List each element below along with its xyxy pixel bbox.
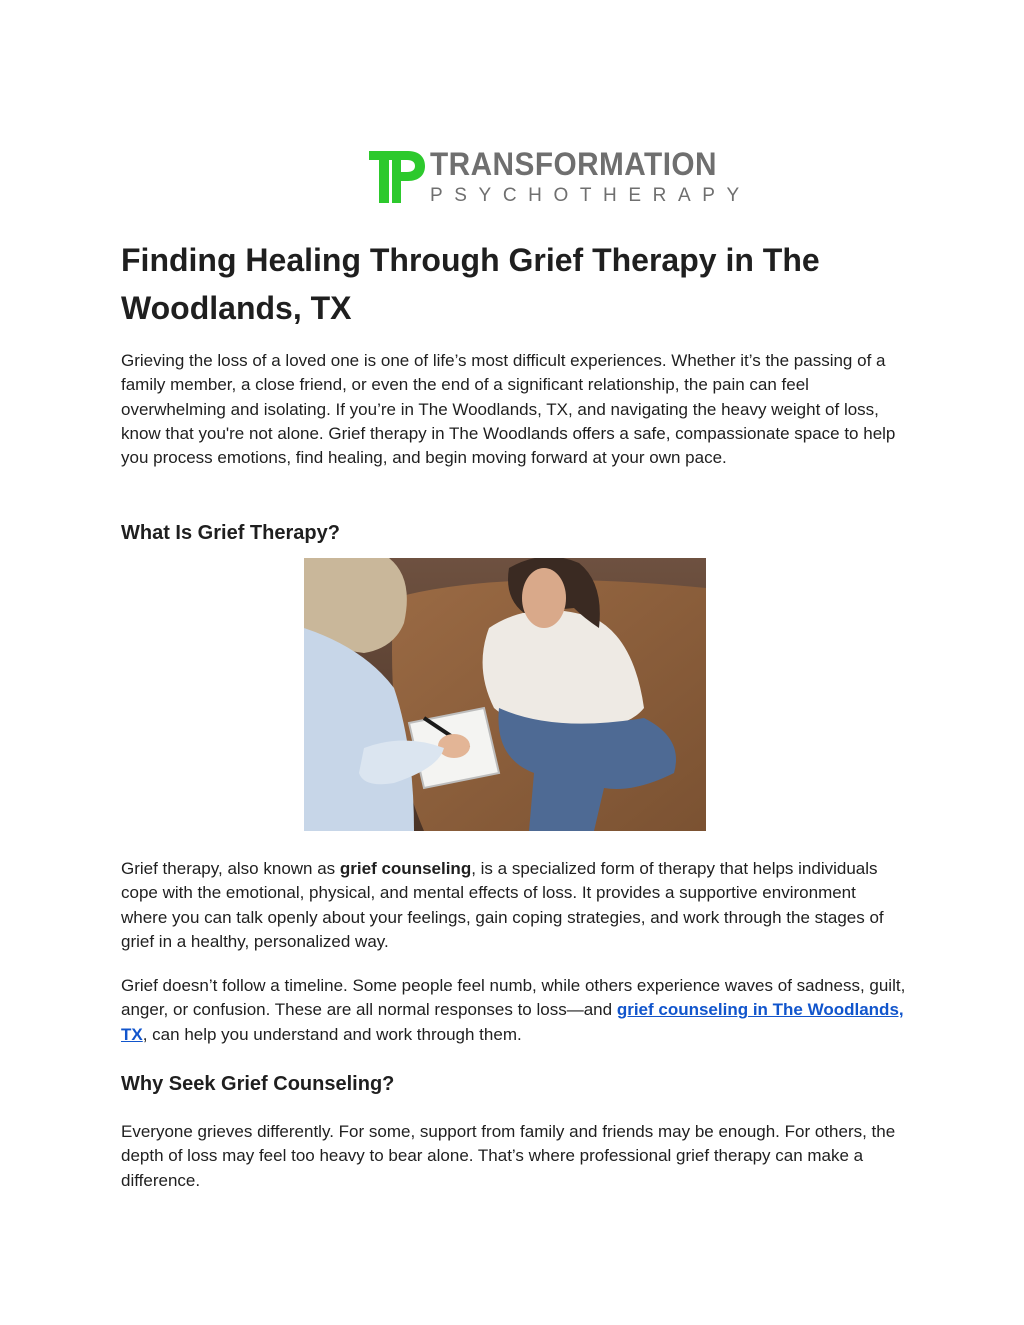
intro-paragraph: Grieving the loss of a loved one is one of life’s most difficult experiences. Whether it’s the passing of a family member, a close friend, or even the end of a significant relationship, the pain can feel overwhelming and isolating. If you’re in The Woodlands, TX, and navigating the heavy weight of loss, know that you're not alone. Grief therapy in The Woodlands offers a safe, compassionate space to help you process emotions, find healing, and begin moving forward at your own pace. — [121, 351, 896, 468]
grief-timeline-paragraph — [121, 974, 906, 1047]
therapy-session-photo — [304, 558, 706, 831]
grief-counseling-bold: grief counseling — [339, 859, 472, 878]
section2-paragraph1 — [121, 1120, 906, 1193]
title-block — [121, 236, 906, 332]
section1-paragraph2 — [121, 974, 906, 1047]
therapy-photo-illustration — [304, 558, 706, 831]
section-heading-why-seek-grief-counseling: Why Seek Grief Counseling? — [121, 1073, 395, 1095]
brand-logo — [368, 146, 751, 207]
section-what-is — [121, 519, 906, 547]
section-heading-what-is-grief-therapy: What Is Grief Therapy? — [121, 522, 340, 544]
grief-therapy-definition — [121, 857, 906, 954]
logo-wordmark — [430, 147, 751, 207]
para2-text-after: , can help you understand and work through them. — [142, 1024, 522, 1044]
logo-line-psychotherapy: PSYCHOTHERAPY — [430, 185, 751, 206]
para1-text-before: Grief therapy, also known as — [121, 859, 340, 878]
grief-counseling-link[interactable]: grief counseling in The Woodlands, TX — [121, 1000, 904, 1044]
para2-text-before: Grief doesn’t follow a timeline. Some people feel numb, while others experience waves of sadness, guilt, anger, or confusion. These are all normal responses to loss—and — [121, 976, 906, 1020]
everyone-grieves-paragraph: Everyone grieves differently. For some, support from family and friends may be enough. For others, the depth of loss may feel too heavy to bear alone. That’s where professional grief therapy can make a difference. — [121, 1122, 896, 1190]
intro-block — [121, 349, 906, 470]
logo-line-transformation: TRANSFORMATION — [430, 146, 717, 182]
section1-paragraph1 — [121, 857, 906, 954]
section-why-seek — [121, 1070, 906, 1098]
tp-monogram-icon — [368, 147, 428, 207]
page-title: Finding Healing Through Grief Therapy in The Woodlands, TX — [121, 242, 820, 326]
para1-text-after: , is a specialized form of therapy that helps individuals cope with the emotional, physical, and mental effects of loss. It provides a supportive environment where you can talk openly about your feelings, gain coping strategies, and work through the stages of grief in a healthy, personalized way. — [121, 859, 884, 951]
